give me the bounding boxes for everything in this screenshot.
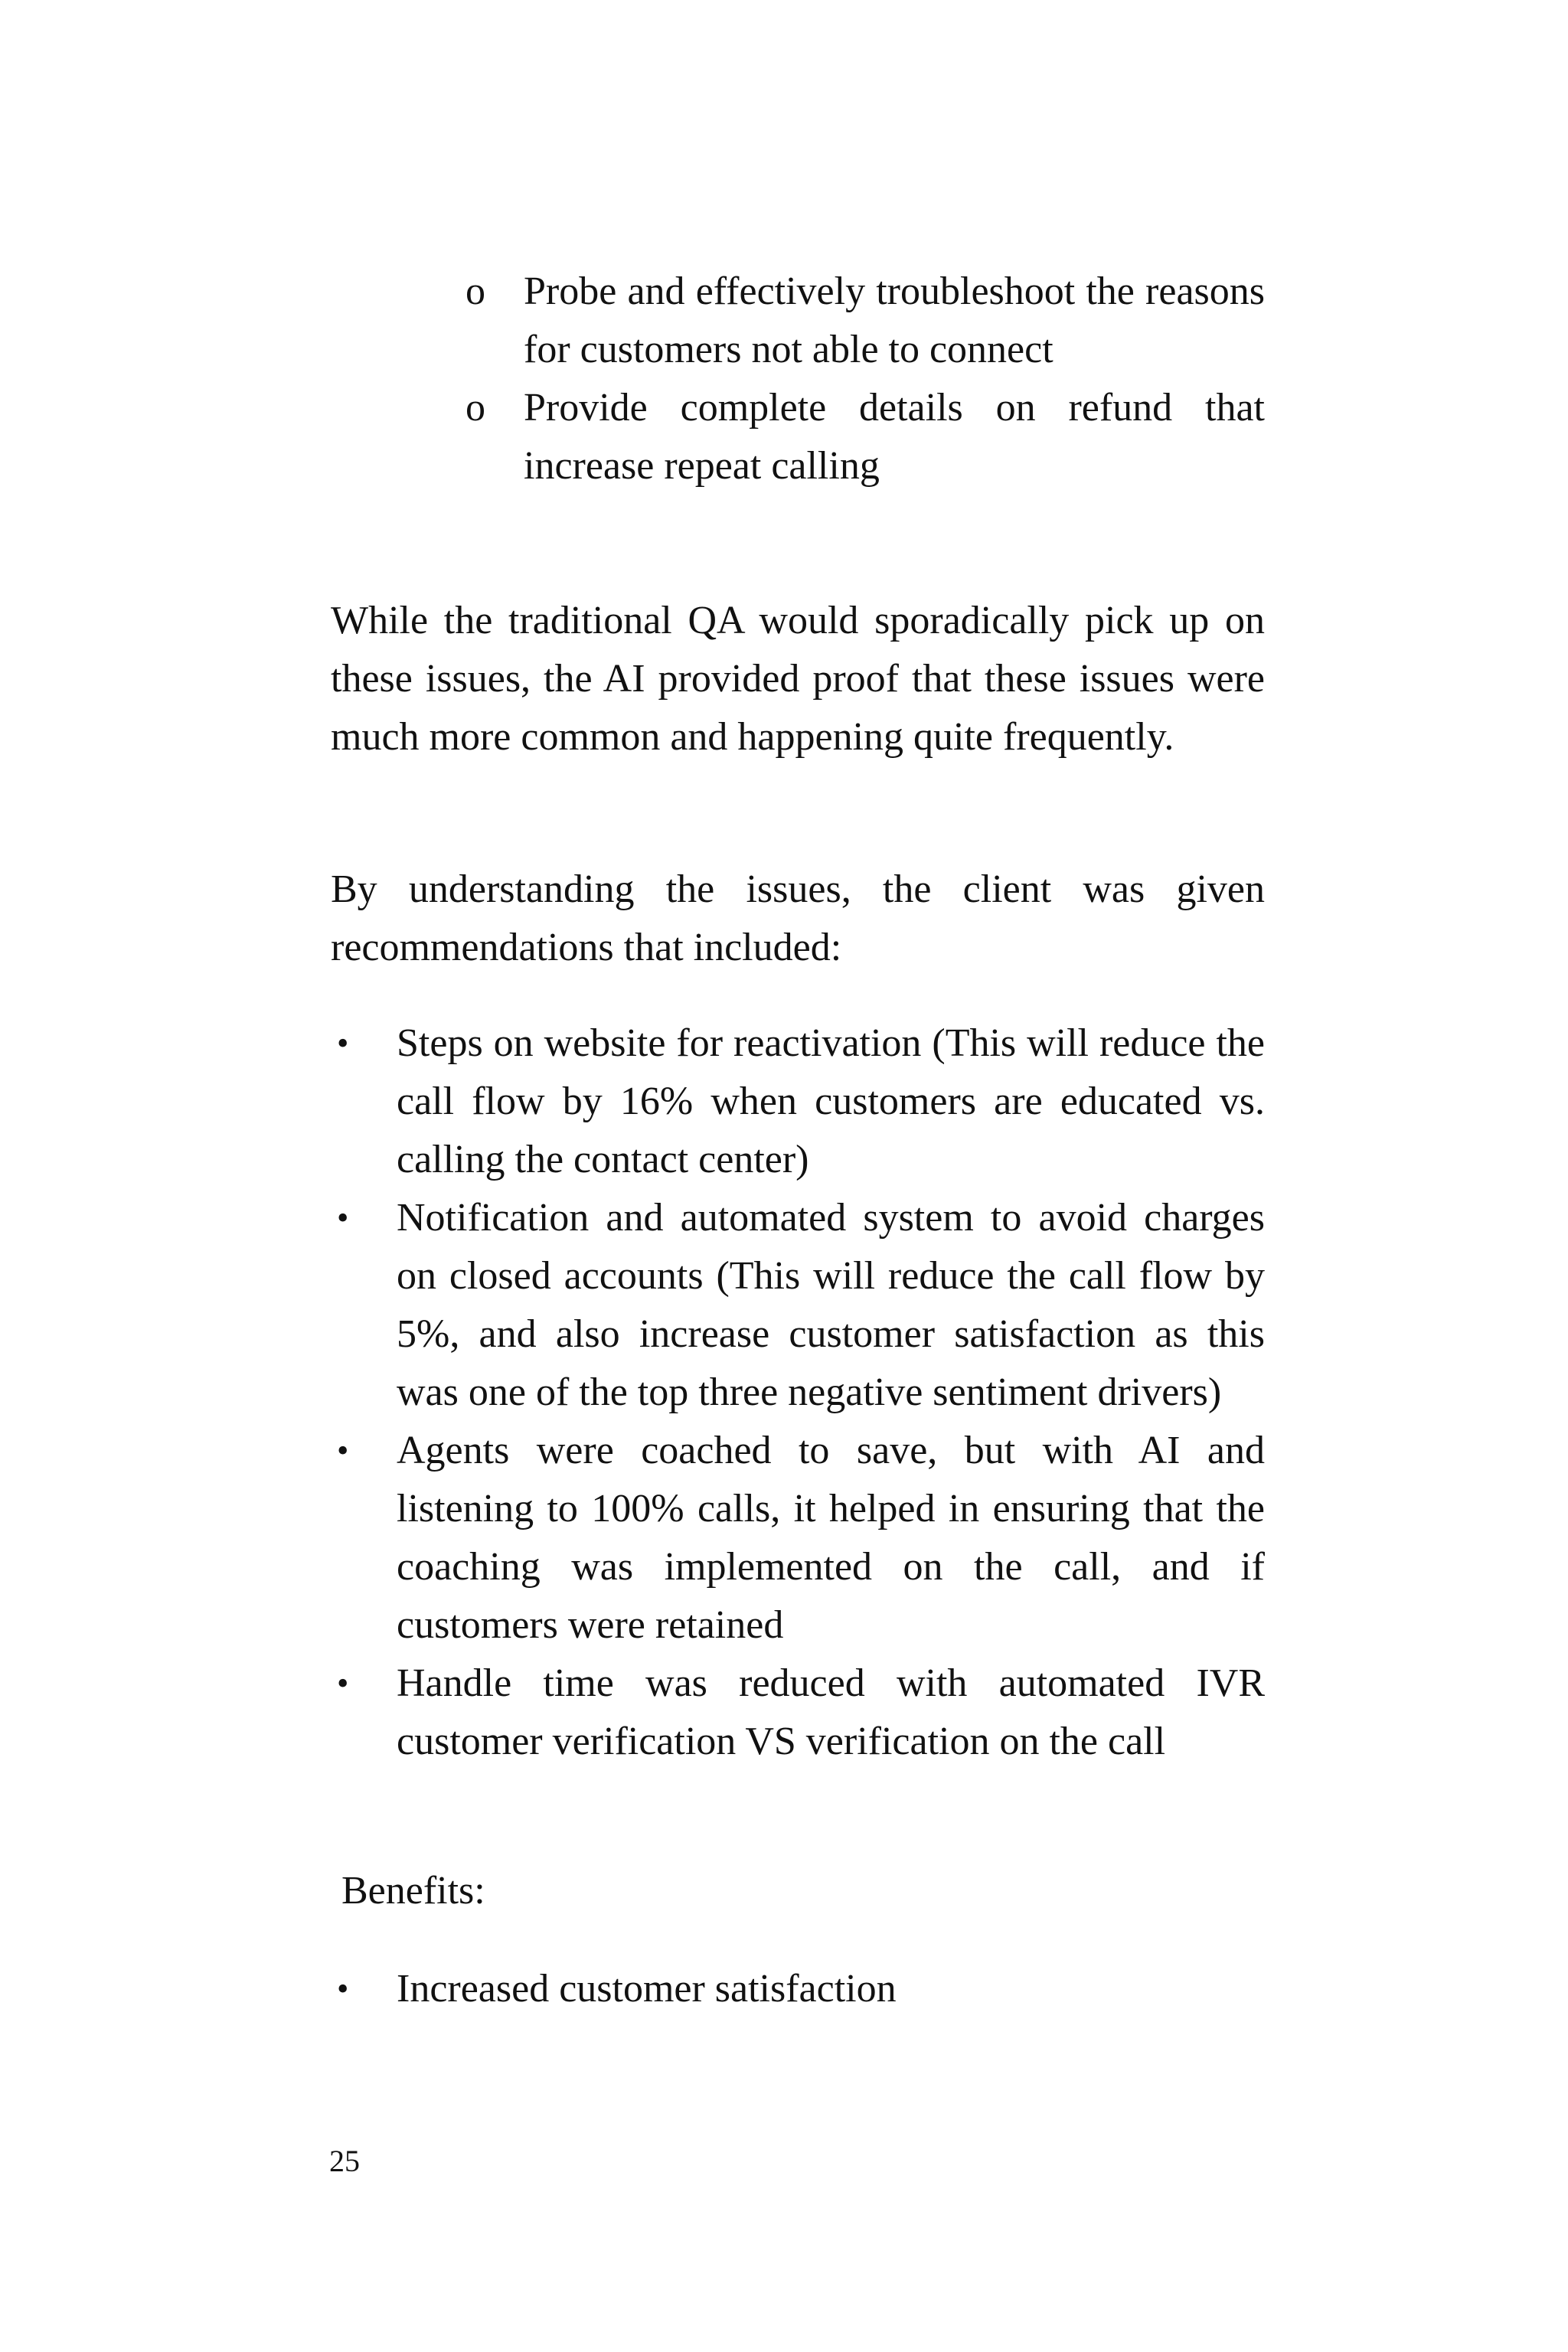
- list-item-text: Handle time was reduced with automated IVR customer verification VS verification on the call: [397, 1661, 1265, 1763]
- hollow-bullet-marker: o: [466, 386, 485, 430]
- list-item-text: Notification and automated system to avoid charges on closed accounts (This will reduce the call flow by 5%, and also increase customer satisfaction as this was one of the top three negative sentiment drivers): [397, 1196, 1265, 1414]
- page-number: 25: [329, 2144, 360, 2178]
- sub-bullet-item: [456, 263, 1265, 379]
- bullet-marker: •: [337, 1024, 349, 1062]
- sub-bullet-text: Probe and effectively troubleshoot the reasons for customers not able to connect: [524, 270, 1265, 371]
- list-item-text: Steps on website for reactivation (This will reduce the call flow by 16% when customers are educated vs. calling the contact center): [397, 1021, 1265, 1181]
- benefits-list: [331, 1960, 1265, 2018]
- sub-bullet-list: [456, 263, 1265, 495]
- bullet-marker: •: [337, 1432, 349, 1469]
- list-item: [331, 1422, 1265, 1655]
- bullet-marker: •: [337, 1970, 349, 2007]
- list-item: [331, 1189, 1265, 1422]
- recommendations-list: [331, 1014, 1265, 1771]
- bullet-marker: •: [337, 1664, 349, 1702]
- list-item-text: Increased customer satisfaction: [397, 1967, 897, 2011]
- sub-bullet-text: Provide complete details on refund that increase repeat calling: [524, 386, 1265, 488]
- paragraph-recommendations-intro: By understanding the issues, the client was given recommendations that included:: [331, 867, 1265, 969]
- list-item: [331, 1014, 1265, 1189]
- bullet-marker: •: [337, 1199, 349, 1236]
- list-item-text: Agents were coached to save, but with AI and listening to 100% calls, it helped in ensuring that the coaching was implemented on the call, and if customers were retained: [397, 1429, 1265, 1647]
- hollow-bullet-marker: o: [466, 270, 485, 313]
- list-item: [331, 1655, 1265, 1771]
- paragraph-traditional-qa: While the traditional QA would sporadically pick up on these issues, the AI provided proof that these issues were much more common and happening quite frequently.: [331, 599, 1265, 759]
- benefits-heading: Benefits:: [341, 1869, 485, 1913]
- sub-bullet-item: [456, 379, 1265, 495]
- list-item: [331, 1960, 1265, 2018]
